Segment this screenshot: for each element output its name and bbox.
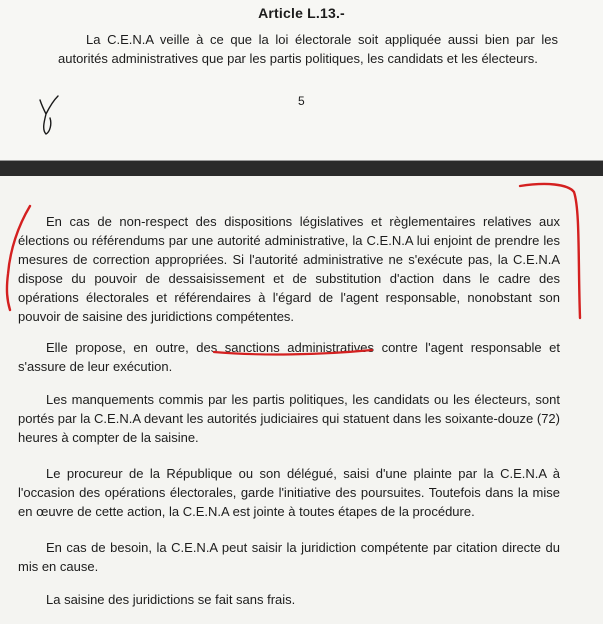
- page-number: 5: [298, 94, 305, 108]
- paragraph-2: Elle propose, en outre, des sanctions administratives contre l'agent responsable et s'assure de leur exécution.: [18, 340, 560, 374]
- page-top: [0, 0, 603, 161]
- paragraph-3: Les manquements commis par les partis politiques, les candidats ou les électeurs, sont portés par la C.E.N.A devant les autorités judiciaires qui statuent dans les soixante-douze (72) heures à compter de la saisine.: [18, 392, 560, 445]
- article-intro: La C.E.N.A veille à ce que la loi électorale soit appliquée aussi bien par les autorités administratives que par les partis politiques, les candidats et les électeurs.: [58, 32, 558, 66]
- paragraph-6: La saisine des juridictions se fait sans frais.: [46, 592, 296, 607]
- handwritten-signature: [32, 92, 72, 138]
- paragraph-4: Le procureur de la République ou son délégué, saisi d'une plainte par la C.E.N.A à l'occasion des opérations électorales, garde l'initiative des poursuites. Toutefois dans la mise en œuvre de cette action, la C.E.N.A est jointe à toutes étapes de la procédure.: [18, 466, 560, 519]
- paragraph-5: En cas de besoin, la C.E.N.A peut saisir la juridiction compétente par citation directe du mis en cause.: [18, 540, 560, 574]
- paragraph-1: En cas de non-respect des dispositions législatives et règlementaires relatives aux élections ou référendums par une autorité administrative, la C.E.N.A lui enjoint de prendre les mesures de correction appropriées. Si l'autorité administrative ne s'exécute pas, la C.E.N.A dispose du pouvoir de dessaisissement et de substitution d'action dans le cadre des opérations électorales et référendaires à l'égard de l'agent responsable, nonobstant son pouvoir de saisine des juridictions compétentes.: [18, 214, 560, 324]
- article-heading: Article L.13.-: [258, 5, 345, 21]
- page-bottom: [0, 176, 603, 624]
